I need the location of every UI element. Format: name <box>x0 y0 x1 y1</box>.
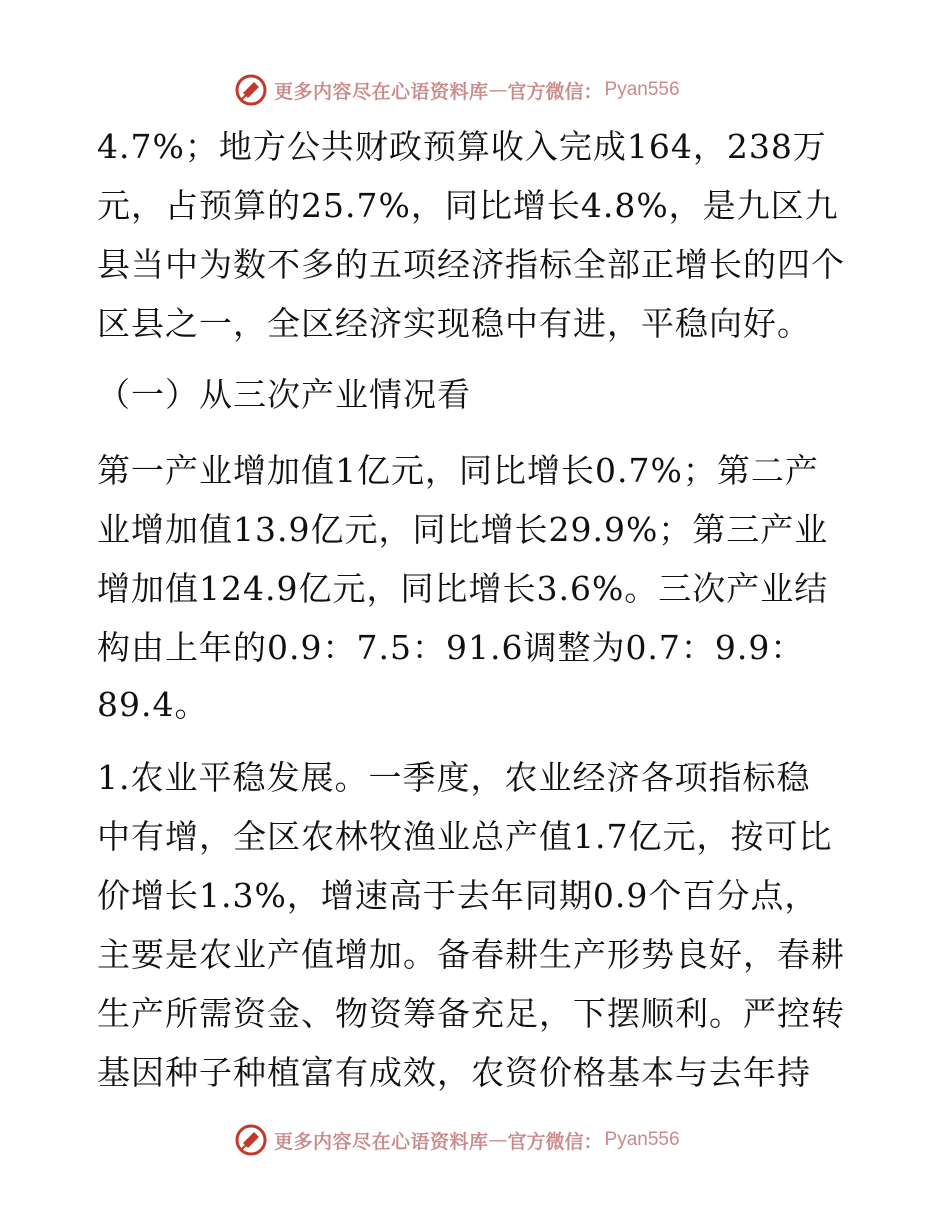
text-line: 1.农业平稳发展。一季度，农业经济各项指标稳 <box>97 758 811 797</box>
text-line: 元，占预算的25.7%，同比增长4.8%，是九区九 <box>97 186 839 225</box>
watermark-wechat-id: Pyan556 <box>604 79 680 100</box>
text-line: 生产所需资金、物资筹备充足，下摆顺利。严控转 <box>97 994 845 1033</box>
logo-icon <box>234 1123 268 1157</box>
watermark-official-label: 官方微信： <box>507 80 603 103</box>
text-line: 价增长1.3%，增速高于去年同期0.9个百分点， <box>97 876 819 915</box>
text-line: 中有增，全区农林牧渔业总产值1.7亿元，按可比 <box>97 817 833 856</box>
watermark-footer <box>234 1122 680 1158</box>
watermark-wechat-id: Pyan556 <box>604 1129 680 1150</box>
watermark-official-label: 官方微信： <box>507 1130 603 1153</box>
text-line: 区县之一，全区经济实现稳中有进，平稳向好。 <box>97 304 811 343</box>
section-heading: （一）从三次产业情况看 <box>97 375 471 414</box>
text-line: 构由上年的0.9：7.5：91.6调整为0.7：9.9： <box>97 628 805 667</box>
text-line: 89.4。 <box>97 685 209 724</box>
text-line: 县当中为数不多的五项经济指标全部正增长的四个 <box>97 245 845 284</box>
text-line: 主要是农业产值增加。备春耕生产形势良好，春耕 <box>97 935 845 974</box>
watermark-text: 更多内容尽在心语资料库 <box>274 80 489 103</box>
text-line: 增加值124.9亿元，同比增长3.6%。三次产业结 <box>97 569 829 608</box>
watermark-text: 更多内容尽在心语资料库 <box>274 1130 489 1153</box>
watermark-dash: — <box>488 1129 508 1151</box>
text-line: 基因种子种植富有成效，农资价格基本与去年持 <box>97 1053 811 1092</box>
text-line: 业增加值13.9亿元，同比增长29.9%；第三产业 <box>97 510 829 549</box>
text-line: 第一产业增加值1亿元，同比增长0.7%；第二产 <box>97 451 819 490</box>
watermark-dash: — <box>488 79 508 101</box>
logo-icon <box>234 73 268 107</box>
text-line: 4.7%；地方公共财政预算收入完成164，238万 <box>97 127 827 166</box>
watermark-header <box>234 72 680 108</box>
